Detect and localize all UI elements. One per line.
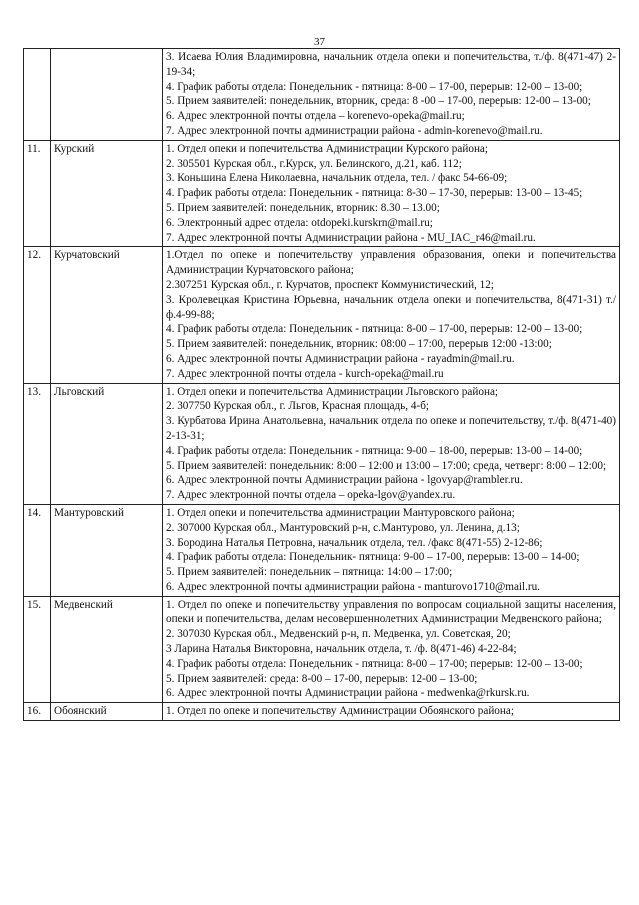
- info-line: 1. Отдел опеки и попечительства администрации Мантуровского района;: [166, 506, 515, 519]
- district-info: [163, 247, 620, 383]
- info-line: 6. Адрес электронной почты администрации района - manturovo1710@mail.ru.: [166, 580, 541, 593]
- district-name: Обоянский: [51, 703, 163, 721]
- info-line: 6. Адрес электронной почты отдела – korenevo-opeka@mail.ru;: [166, 110, 465, 123]
- district-info: [163, 596, 620, 703]
- district-info: [163, 49, 620, 141]
- info-line: 7. Адрес электронной почты администрации района - admin-korenevo@mail.ru.: [166, 124, 543, 137]
- info-line: 7. Адрес электронной почты отдела - kurch-opeka@mail.ru: [166, 367, 444, 380]
- table-row: [24, 140, 620, 247]
- info-line: 5. Прием заявителей: понедельник: 8:00 – 12:00 и 13:00 – 17:00; среда, четверг: 8:00 – 12:00;: [166, 459, 607, 472]
- row-number: [24, 49, 51, 141]
- info-line: 4. График работы отдела: Понедельник - пятница: 8-30 – 17-30, перерыв: 13-00 – 13-45;: [166, 187, 583, 200]
- info-line: 1.Отдел по опеке и попечительству управления образования, опеки и попечительства Администрации Курчатовского района;: [166, 249, 616, 277]
- info-line: 1. Отдел по опеке и попечительству Администрации Обоянского района;: [166, 705, 514, 718]
- info-line: 2. 305501 Курская обл., г.Курск, ул. Белинского, д.21, каб. 112;: [166, 157, 462, 170]
- district-info: [163, 383, 620, 504]
- district-name: Льговский: [51, 383, 163, 504]
- row-number: 13.: [24, 383, 51, 504]
- info-line: 3. Курбатова Ирина Анатольевна, начальник отдела по опеке и попечительству, т./ф. 8(471-40) 2-13-31;: [166, 415, 616, 442]
- row-number: 12.: [24, 247, 51, 383]
- info-line: 2. 307750 Курская обл., г. Льгов, Красная площадь, 4-б;: [166, 400, 429, 413]
- info-line: 2.307251 Курская обл., г. Курчатов, проспект Коммунистический, 12;: [166, 278, 494, 291]
- page-number: 37: [314, 36, 325, 48]
- info-line: 1. Отдел опеки и попечительства Администрации Льговского района;: [166, 385, 499, 398]
- table-row: [24, 504, 620, 596]
- district-name: Мантуровский: [51, 504, 163, 596]
- info-line: 2. 307030 Курская обл., Медвенский р-н, п. Медвенка, ул. Советская, 20;: [166, 628, 511, 641]
- row-number: 15.: [24, 596, 51, 703]
- info-line: 5. Прием заявителей: понедельник – пятница: 14:00 – 17:00;: [166, 566, 453, 579]
- info-line: 2. 307000 Курская обл., Мантуровский р-н, с.Мантурово, ул. Ленина, д.13;: [166, 521, 520, 534]
- info-line: 5. Прием заявителей: понедельник, вторник: 08:00 – 17:00, перерыв 12:00 -13:00;: [166, 338, 552, 351]
- info-line: 5. Прием заявителей: понедельник, вторник: 8.30 – 13.00;: [166, 201, 440, 214]
- table-row: [24, 247, 620, 383]
- table-row: [24, 596, 620, 703]
- district-info: [163, 703, 620, 721]
- info-line: 1. Отдел по опеке и попечительству управления по вопросам социальной защиты населения, опеки и попечительства, делам несовершеннолетних Администрации Медвенского района;: [166, 598, 616, 626]
- info-line: 7. Адрес электронной почты Администрации района - MU_IAC_r46@mail.ru.: [166, 231, 536, 244]
- info-line: 4. График работы отдела: Понедельник - пятница: 8-00 – 17-00, перерыв: 12-00 – 13-00;: [166, 80, 583, 93]
- district-name: [51, 49, 163, 141]
- info-line: 4. График работы отдела: Понедельник - пятница: 8-00 – 17-00; перерыв: 12-00 – 13-00;: [166, 657, 583, 670]
- info-line: 6. Адрес электронной почты Администрации района - lgovyap@rambler.ru.: [166, 474, 523, 487]
- info-line: 4. График работы отдела: Понедельник - пятница: 8-00 – 17-00, перерыв: 12-00 – 13-00;: [166, 323, 583, 336]
- district-info: [163, 140, 620, 247]
- info-line: 3. Бородина Наталья Петровна, начальник отдела, тел. /факс 8(471-55) 2-12-86;: [166, 536, 543, 549]
- table-row: [24, 703, 620, 721]
- table-row: [24, 383, 620, 504]
- info-line: 4. График работы отдела: Понедельник - пятница: 9-00 – 18-00, перерыв: 13-00 – 14-00;: [166, 444, 583, 457]
- info-line: 5. Прием заявителей: среда: 8-00 – 17-00, перерыв: 12-00 – 13-00;: [166, 672, 478, 685]
- info-line: 3. Кролевецкая Кристина Юрьевна, начальник отдела опеки и попечительства, 8(471-31) т./ф.4-99-88;: [166, 293, 616, 321]
- district-name: Курчатовский: [51, 247, 163, 383]
- info-line: 6. Адрес электронной почты Администрации района - rayadmin@mail.ru.: [166, 352, 515, 365]
- info-line: 3 Ларина Наталья Викторовна, начальник отдела, т. /ф. 8(471-46) 4-22-84;: [166, 643, 517, 656]
- info-line: 6. Адрес электронной почты Администрации района - medwenka@rkursk.ru.: [166, 687, 530, 700]
- table-row: [24, 49, 620, 141]
- table-body: [24, 49, 620, 721]
- info-line: 5. Прием заявителей: понедельник, вторник, среда: 8 -00 – 17-00, перерыв: 12-00 – 13-00;: [166, 95, 591, 108]
- district-info: [163, 504, 620, 596]
- info-line: 4. График работы отдела: Понедельник- пятница: 9-00 – 17-00, перерыв: 13-00 – 14-00;: [166, 551, 580, 564]
- row-number: 16.: [24, 703, 51, 721]
- district-name: Курский: [51, 140, 163, 247]
- info-line: 3. Исаева Юлия Владимировна, начальник отдела опеки и попечительства, т./ф. 8(471-47) 2-19-34;: [166, 51, 616, 78]
- guardianship-departments-table: [23, 48, 620, 721]
- info-line: 3. Коньшина Елена Николаевна, начальник отдела, тел. / факс 54-66-09;: [166, 172, 508, 185]
- row-number: 14.: [24, 504, 51, 596]
- info-line: 1. Отдел опеки и попечительства Администрации Курского района;: [166, 142, 489, 155]
- info-line: 7. Адрес электронной почты отдела – opeka-lgov@yandex.ru.: [166, 489, 456, 502]
- district-name: Медвенский: [51, 596, 163, 703]
- row-number: 11.: [24, 140, 51, 247]
- info-line: 6. Электронный адрес отдела: otdopeki.kurskrn@mail.ru;: [166, 216, 433, 229]
